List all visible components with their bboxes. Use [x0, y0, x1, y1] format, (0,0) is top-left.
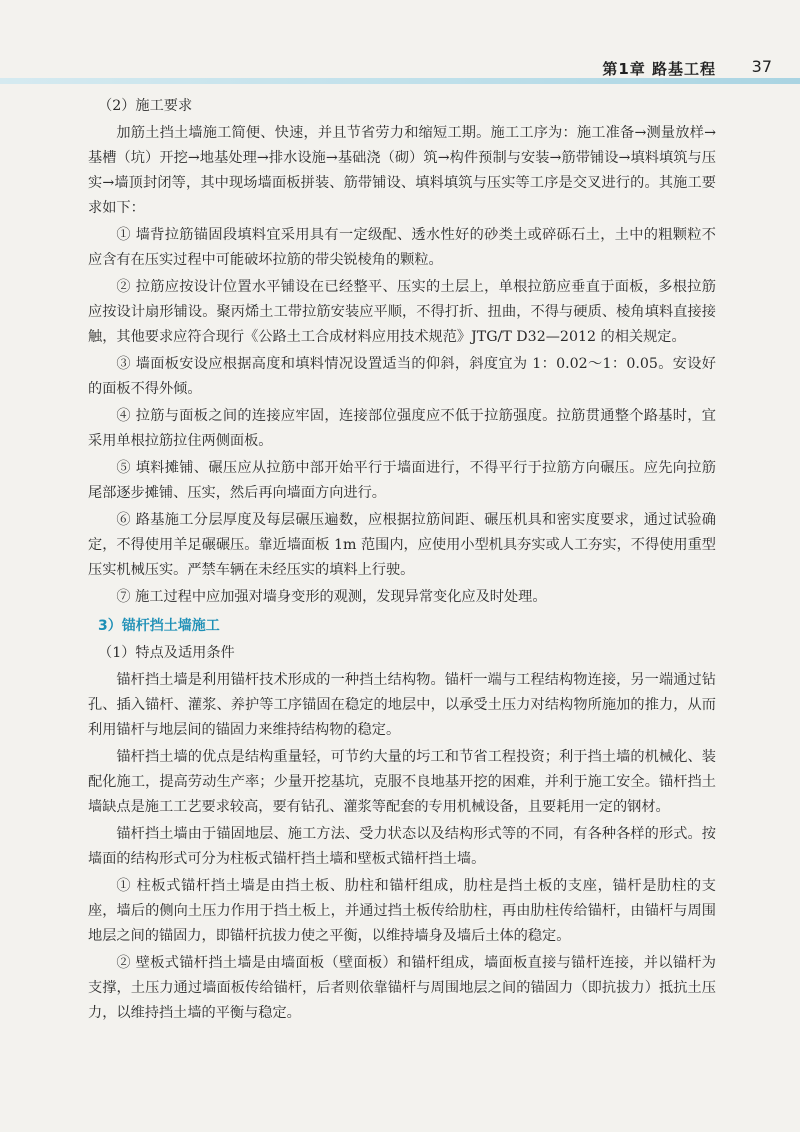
paragraph: ② 拉筋应按设计位置水平铺设在已经整平、压实的土层上，单根拉筋应垂直于面板，多根拉筋应按设计扇形铺设。聚丙烯土工带拉筋安装应平顺，不得打折、扭曲，不得与硬质、棱角填料直接接触，其他要求应符合现行《公路土工合成材料应用技术规范》JTG/T D32—2012 的相关规定。 — [88, 279, 716, 345]
paragraph: 锚杆挡土墙的优点是结构重量轻，可节约大量的圬工和节省工程投资；利于挡土墙的机械化、装配化施工，提高劳动生产率；少量开挖基坑，克服不良地基开挖的困难，并利于施工安全。锚杆挡土墙缺点是施工工艺要求较高，要有钻孔、灌浆等配套的专用机械设备，且要耗用一定的钢材。 — [88, 749, 716, 815]
subheading-features: （1）特点及适用条件 — [98, 645, 235, 661]
paragraph: ⑦ 施工过程中应加强对墙身变形的观测，发现异常变化应及时处理。 — [116, 589, 547, 605]
chapter-title: 第1章 路基工程 — [602, 60, 716, 78]
paragraph: ⑤ 填料摊铺、碾压应从拉筋中部开始平行于墙面进行，不得平行于拉筋方向碾压。应先向拉筋尾部逐步摊铺、压实，然后再向墙面方向进行。 — [88, 460, 716, 501]
paragraph: 锚杆挡土墙是利用锚杆技术形成的一种挡土结构物。锚杆一端与工程结构物连接，另一端通过钻孔、插入锚杆、灌浆、养护等工序锚固在稳定的地层中，以承受土压力对结构物所施加的推力，从而利用锚杆与地层间的锚固力来维持结构物的稳定。 — [88, 672, 716, 738]
subheading-construction-requirements: （2）施工要求 — [98, 98, 193, 114]
header-rule — [0, 78, 800, 84]
page-header — [0, 0, 800, 80]
section-heading-anchor-wall: 3）锚杆挡土墙施工 — [98, 618, 220, 634]
page-body — [88, 92, 716, 1026]
paragraph: 锚杆挡土墙由于锚固地层、施工方法、受力状态以及结构形式等的不同，有各种各样的形式。按墙面的结构形式可分为柱板式锚杆挡土墙和壁板式锚杆挡土墙。 — [88, 826, 716, 867]
paragraph: ① 墙背拉筋锚固段填料宜采用具有一定级配、透水性好的砂类土或碎砾石土，土中的粗颗粒不应含有在压实过程中可能破坏拉筋的带尖锐棱角的颗粒。 — [88, 227, 716, 268]
paragraph: ⑥ 路基施工分层厚度及每层碾压遍数，应根据拉筋间距、碾压机具和密实度要求，通过试验确定，不得使用羊足碾碾压。靠近墙面板 1m 范围内，应使用小型机具夯实或人工夯实，不得使用重型压实机械压实。严禁车辆在未经压实的填料上行驶。 — [88, 512, 716, 578]
paragraph: ③ 墙面板安设应根据高度和填料情况设置适当的仰斜，斜度宜为 1：0.02～1：0.05。安设好的面板不得外倾。 — [88, 356, 716, 397]
paragraph: ② 壁板式锚杆挡土墙是由墙面板（壁面板）和锚杆组成，墙面板直接与锚杆连接，并以锚杆为支撑，土压力通过墙面板传给锚杆，后者则依靠锚杆与周围地层之间的锚固力（即抗拔力）抵抗土压力，以维持挡土墙的平衡与稳定。 — [88, 955, 716, 1021]
paragraph: ① 柱板式锚杆挡土墙是由挡土板、肋柱和锚杆组成，肋柱是挡土板的支座，锚杆是肋柱的支座，墙后的侧向土压力作用于挡土板上，并通过挡土板传给肋柱，再由肋柱传给锚杆，由锚杆与周围地层之间的锚固力，即锚杆抗拔力使之平衡，以维持墙身及墙后土体的稳定。 — [88, 878, 716, 944]
paragraph: ④ 拉筋与面板之间的连接应牢固，连接部位强度应不低于拉筋强度。拉筋贯通整个路基时，宜采用单根拉筋拉住两侧面板。 — [88, 408, 716, 449]
page-number: 37 — [751, 57, 772, 76]
paragraph: 加筋土挡土墙施工简便、快速，并且节省劳力和缩短工期。施工工序为：施工准备→测量放样→基槽（坑）开挖→地基处理→排水设施→基础浇（砌）筑→构件预制与安装→筋带铺设→填料填筑与压实→墙顶封闭等，其中现场墙面板拼装、筋带铺设、填料填筑与压实等工序是交叉进行的。其施工要求如下： — [88, 125, 716, 216]
